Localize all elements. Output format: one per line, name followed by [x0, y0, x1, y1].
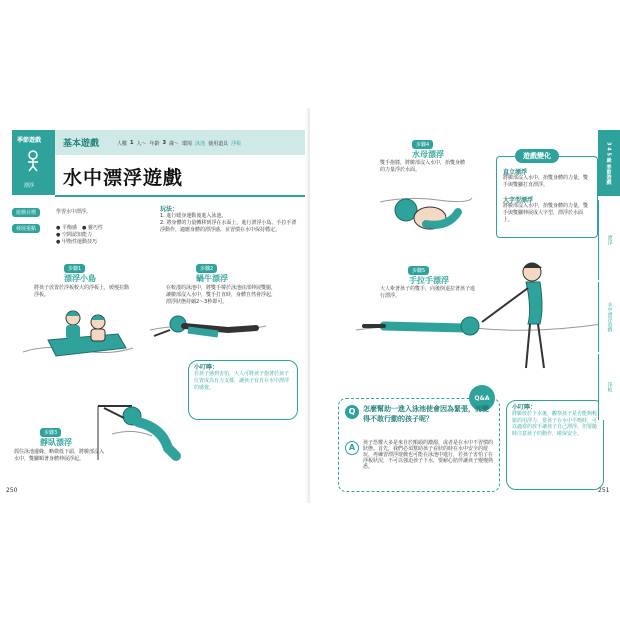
side-tab-age: 3 4 5 歲 季節遊戲	[598, 130, 620, 196]
tip-text: 若孩子感到害怕，大人可將孩子抱著於孩子位置成為有力支撐，讓孩子有自在水中漂浮的感覺。	[194, 371, 290, 391]
side-tab-category: 漂浮	[598, 200, 620, 280]
stepA-title: 水母漂浮	[412, 150, 444, 159]
meta-env-label: 環境	[182, 141, 193, 147]
swimmer-icon	[24, 150, 42, 172]
step2-illustration	[148, 308, 268, 353]
section-tag: 季節遊戲	[17, 137, 42, 144]
meta-age-label: 年齡	[149, 141, 160, 147]
tip-title-right: 小叮嚀：	[512, 404, 537, 411]
qa-box	[338, 394, 500, 492]
step1-illustration	[18, 304, 138, 366]
var2-text: 將臉部沒入水中，抬雙身體的力量，雙手與雙腳伸展成大字型，漂浮於水面上。	[503, 203, 589, 223]
step2-tag: 步驟2	[196, 264, 217, 273]
tip-text-right: 將臉放於下水後，觀察孩子是否能夠輕鬆的用浮力，當孩子在水中平衡時，可以適當的放手讓孩子自己漂浮，但要隨時注意孩子的動作，確保安全。	[512, 411, 598, 437]
stepB-tag: 步驟5	[408, 266, 429, 275]
category-tag: 漂浮	[24, 183, 35, 189]
meta-env-value: 泳池	[195, 141, 206, 147]
tip-bubble	[188, 360, 298, 420]
answer-icon: A	[345, 441, 359, 455]
play-step-1: 1. 進行暖身運動後進入泳池。	[160, 213, 227, 219]
left-page	[0, 108, 308, 503]
page-number-right: 251	[598, 487, 610, 494]
meta-row	[117, 140, 241, 147]
meta-people-value: 1	[130, 140, 134, 146]
qa-answer: 孩子恐懼大多是來自於額頭的濃溺，或者是在水中不習慣的狀態。首先，我們必須幫助孩子看狀的時在水中安全的遊玩，再練習漂浮遊戲也可能在泳池中進行，若孩子害怕了在浮板狀況，不可以強迫孩子下水，要耐心陪伴讓孩子慢慢熟悉。	[363, 440, 494, 470]
meta-band	[55, 130, 305, 155]
var2-title: 大字型漂浮	[503, 197, 534, 204]
series-label: 基本遊戲	[63, 139, 100, 149]
var1-text: 將臉部沒入水中，抬雙身體的力量，雙手與雙腳打直漂浮。	[503, 175, 589, 188]
meta-people-unit: 人～	[136, 141, 147, 147]
dev-item: 空間認知能力	[61, 232, 92, 238]
step3-illustration	[92, 398, 192, 462]
meta-people-label: 人數	[117, 141, 128, 147]
stepB-title: 手拉手漂浮	[409, 276, 449, 285]
play-step-2: 2. 將身體的力量轉移到浮在水面上，進行漂浮小島、手拉手漂浮動作，適應身體的漂浮感，並習慣在水中保持穩定。	[160, 220, 297, 233]
side-tab-tool: 浮板	[598, 354, 620, 420]
variation-box	[496, 152, 598, 238]
step1-text: 將孩子放置於浮板較大的浮板上，緩慢拉動浮板。	[34, 285, 130, 298]
play-label: 玩法：	[160, 206, 179, 213]
title-area	[55, 155, 305, 197]
goal-label: 遊戲目標	[12, 208, 40, 217]
right-page	[310, 108, 620, 503]
tip-bubble-right	[506, 400, 604, 490]
step2-title: 蝸牛漂浮	[196, 274, 228, 283]
play-block	[160, 204, 300, 234]
stepB-illustration	[354, 258, 604, 378]
book-spread	[0, 108, 620, 503]
stepB-text: 大人牽著孩子的雙手，向後倒退拉著孩子進行漂浮。	[380, 286, 476, 299]
qa-badge: Q&A	[469, 385, 495, 411]
dev-list: ● 平衡感 ● 靈巧性 ● 空間認知能力 ● 甲衡性運動技巧	[56, 225, 103, 245]
tip-title: 小叮嚀：	[194, 364, 219, 371]
stepA-tag: 步驟4	[412, 140, 433, 149]
step1-tag: 步驟1	[64, 264, 85, 273]
step3-title: 靜臥漂浮	[40, 438, 72, 447]
step1-title: 漂浮小島	[64, 274, 96, 283]
dev-item: 平衡感	[61, 225, 77, 231]
meta-tool-value: 浮板	[231, 141, 242, 147]
step2-text: 在較淺的泳池中，將雙手撐於泳池底部伸展雙腿，讓臉部沒入水中，雙手打直時，身體自然會浮起，漂浮狀態持續2～3秒即可。	[166, 285, 277, 305]
step3-tag: 步驟3	[40, 428, 61, 437]
question-icon: Q	[345, 405, 359, 419]
page-title: 水中漂浮遊戲	[63, 167, 184, 189]
variation-title: 遊戲變化	[515, 149, 559, 163]
stepA-text: 雙手抱膝，將臉部沒入水中，抬雙身體的力量浮於水面。	[380, 160, 466, 173]
category-sidebar	[12, 130, 55, 195]
dev-item: 甲衡性運動技巧	[61, 239, 97, 245]
stepA-illustration	[378, 184, 473, 244]
qa-question: 怎麼幫助一進入泳池使會因為緊張，而變得不敢行動的孩子呢？	[363, 405, 489, 423]
var1-title: 直立漂浮	[503, 169, 528, 176]
dev-item: 靈巧性	[87, 225, 103, 231]
step3-text: 抓住泳池邊緣，略微低下頭，將臉部沒入水中，雙腳順著身體伸展浮起。	[14, 449, 105, 462]
meta-age-unit: 歲～	[169, 141, 180, 147]
goal-text: 學習水中漂浮。	[56, 209, 92, 215]
meta-age-value: 3	[162, 140, 167, 146]
side-tab-game: 水中漂浮遊戲	[598, 282, 620, 352]
page-number-left: 250	[6, 487, 18, 494]
meta-tool-label: 使用道具	[208, 141, 229, 147]
dev-label: 發展重點	[12, 224, 40, 233]
